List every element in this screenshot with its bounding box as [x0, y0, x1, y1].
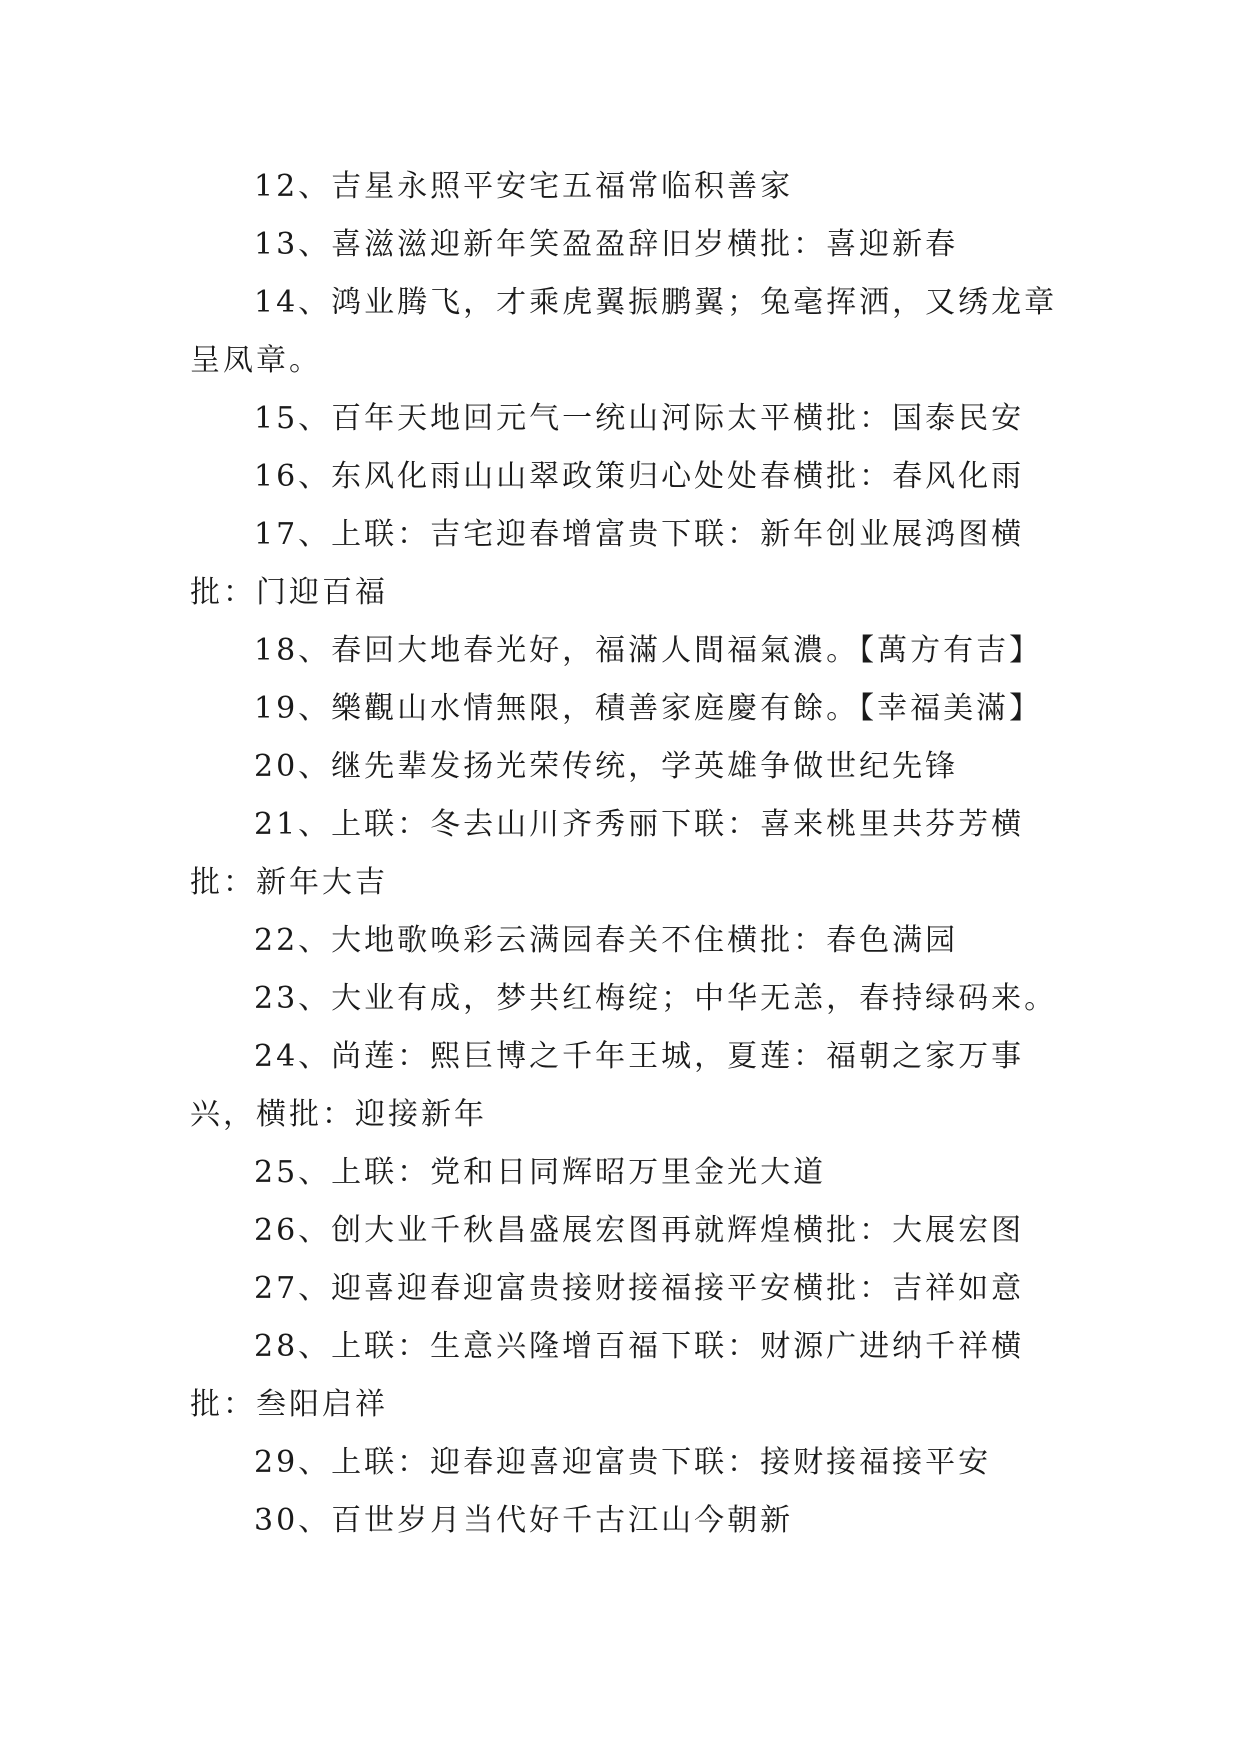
- couplet-item-15: 15、百年天地回元气一统山河际太平横批：国泰民安: [254, 401, 1025, 436]
- couplet-item-29: 29、上联：迎春迎喜迎富贵下联：接财接福接平安: [254, 1445, 992, 1480]
- couplet-item-26: 26、创大业千秋昌盛展宏图再就辉煌横批：大展宏图: [254, 1213, 1025, 1248]
- couplet-item-13: 13、喜滋滋迎新年笑盈盈辞旧岁横批：喜迎新春: [254, 227, 959, 262]
- couplet-item-30: 30、百世岁月当代好千古江山今朝新: [254, 1503, 794, 1538]
- couplet-item-24: 24、尚莲：熙巨博之千年王城，夏莲：福朝之家万事兴，横批：迎接新年: [190, 1039, 1025, 1132]
- couplet-item-14: 14、鸿业腾飞，才乘虎翼振鹏翼；兔毫挥洒，又绣龙章呈凤章。: [190, 285, 1058, 378]
- couplet-item-28: 28、上联：生意兴隆增百福下联：财源广进纳千祥横批：叁阳启祥: [190, 1329, 1025, 1422]
- document-body: [190, 158, 1070, 1550]
- couplet-item-21: 21、上联：冬去山川齐秀丽下联：喜来桃里共芬芳横批：新年大吉: [190, 807, 1025, 900]
- couplet-item-20: 20、继先辈发扬光荣传统，学英雄争做世纪先锋: [254, 749, 959, 784]
- couplet-item-18: 18、春回大地春光好，福滿人間福氣濃。【萬方有吉】: [254, 633, 1043, 668]
- couplet-item-27: 27、迎喜迎春迎富贵接财接福接平安横批：吉祥如意: [254, 1271, 1025, 1306]
- couplet-item-19: 19、樂觀山水情無限，積善家庭慶有餘。【幸福美滿】: [254, 691, 1043, 726]
- couplet-item-12: 12、吉星永照平安宅五福常临积善家: [254, 169, 794, 204]
- couplet-item-16: 16、东风化雨山山翠政策归心处处春横批：春风化雨: [254, 459, 1025, 494]
- couplet-item-25: 25、上联：党和日同辉昭万里金光大道: [254, 1155, 827, 1190]
- couplet-item-22: 22、大地歌唤彩云满园春关不住横批：春色满园: [254, 923, 959, 958]
- couplet-item-17: 17、上联：吉宅迎春增富贵下联：新年创业展鸿图横批：门迎百福: [190, 517, 1025, 610]
- couplet-item-23: 23、大业有成，梦共红梅绽；中华无恙，春持绿码来。: [254, 981, 1058, 1016]
